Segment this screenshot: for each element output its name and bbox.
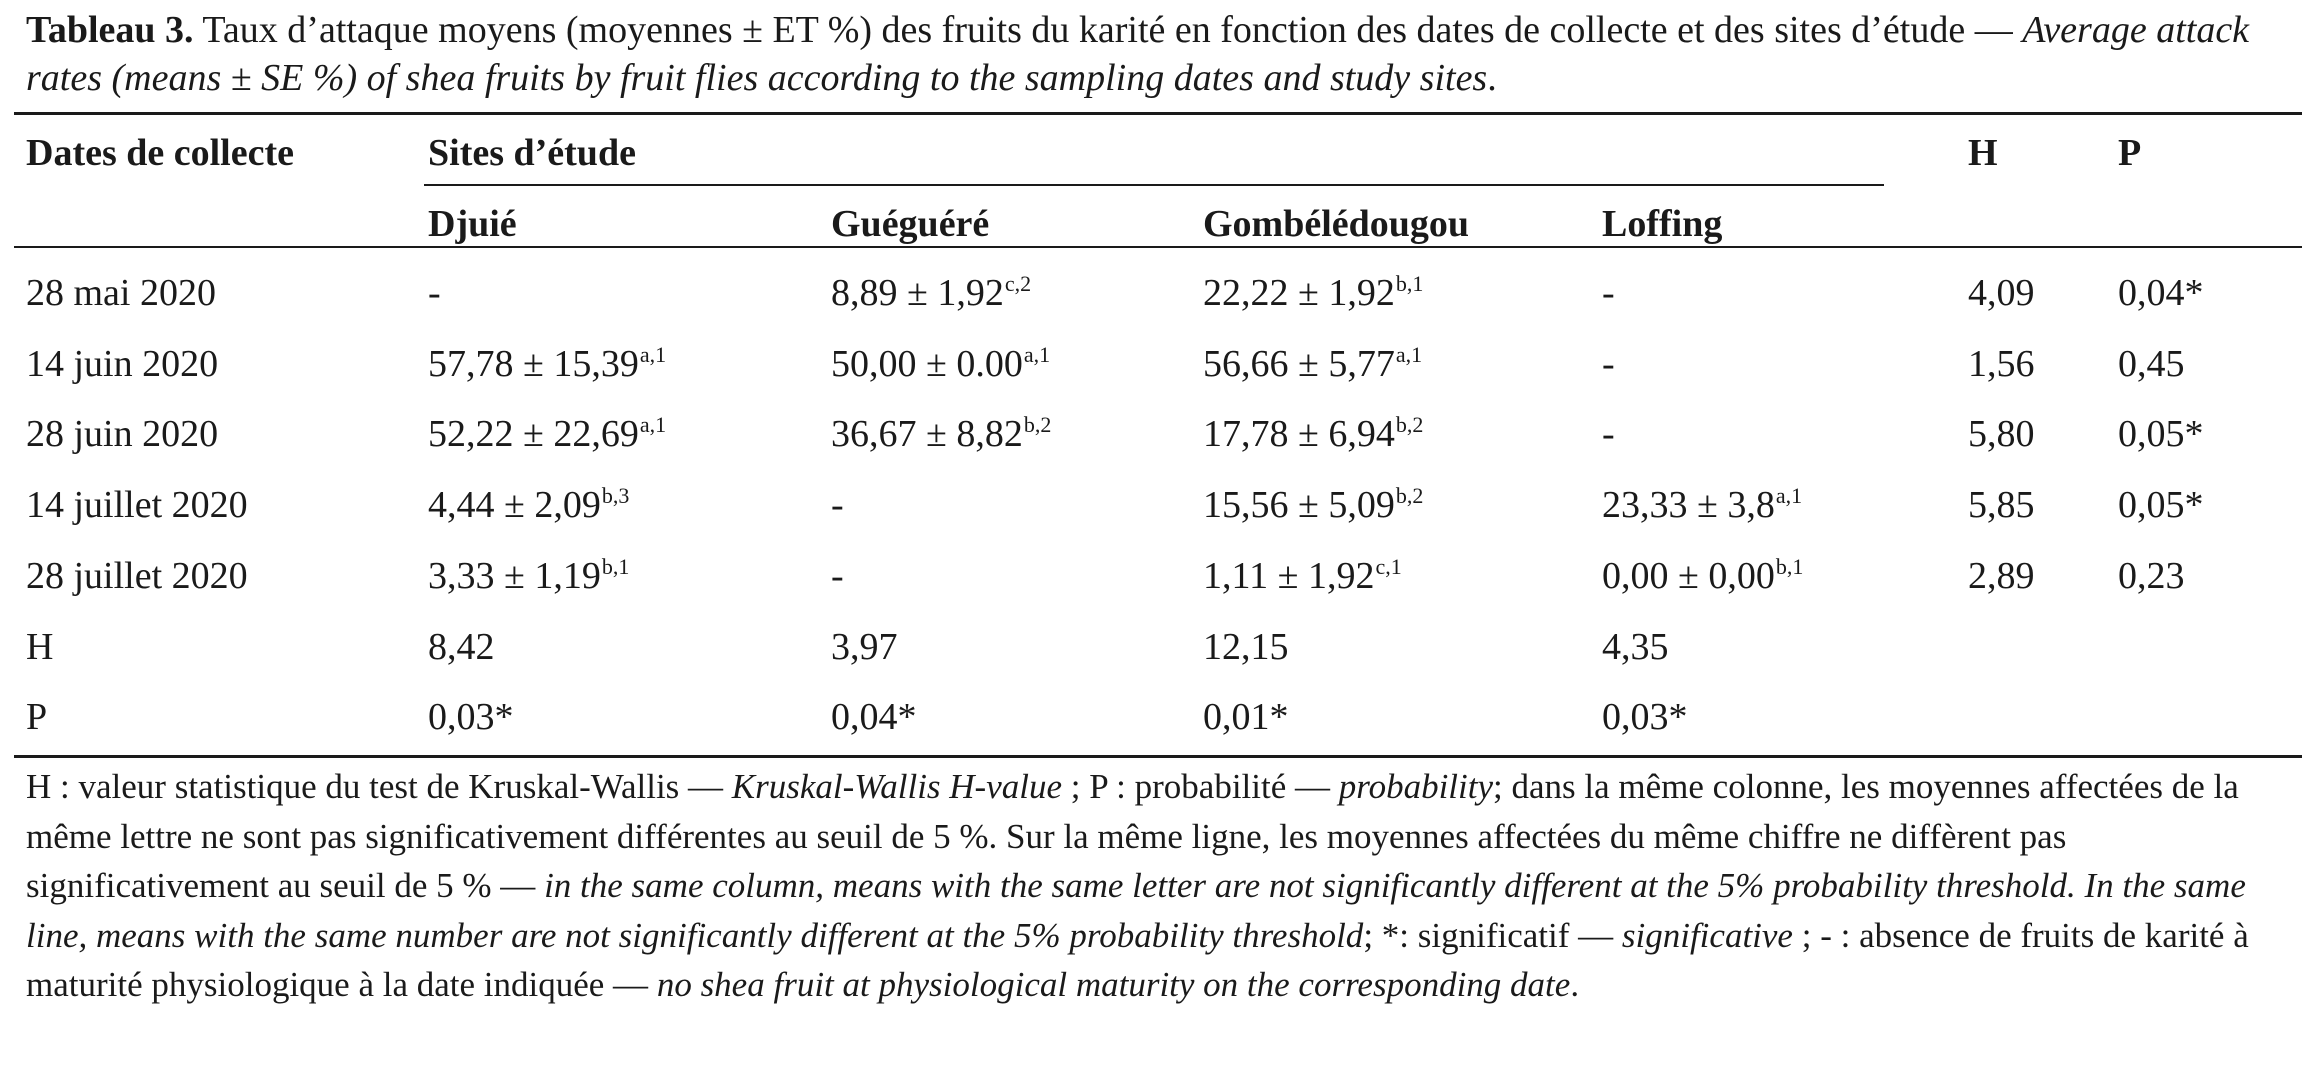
attack-rate-cell <box>831 270 1031 321</box>
significance-superscript: a,1 <box>639 341 667 367</box>
attack-rate-cell <box>1203 270 1423 321</box>
attack-rate-cell <box>428 411 666 462</box>
attack-rate-value: - <box>1602 272 1615 314</box>
attack-rate-cell <box>1602 270 1615 316</box>
caption-end: . <box>1487 57 1497 99</box>
significance-superscript: b,2 <box>1395 483 1424 509</box>
significance-superscript: b,3 <box>601 483 630 509</box>
summary-value: 3,97 <box>831 625 898 668</box>
summary-value: 0,04* <box>831 696 917 739</box>
header-p: P <box>2118 132 2142 174</box>
header-dates: Dates de collecte <box>26 132 294 174</box>
footnote-segment: in the same column, means with the same letter are not significantly different at the 5% probability threshold. In the same line, means with the same number are not significantly different at the 5% probability threshold <box>26 866 2246 955</box>
attack-rate-cell <box>831 482 844 528</box>
attack-rate-value: 22,22 ± 1,92 <box>1203 272 1395 314</box>
attack-rate-cell <box>1203 553 1402 604</box>
summary-value: 0,03* <box>1602 696 1688 739</box>
header-site-loffing: Loffing <box>1602 203 1723 245</box>
row-p-value: 0,04* <box>2118 272 2204 314</box>
significance-superscript: c,1 <box>1375 553 1402 579</box>
row-p-value: 0,45 <box>2118 342 2185 385</box>
summary-value: 4,35 <box>1602 625 1669 668</box>
attack-rate-cell <box>428 270 441 316</box>
caption-english: Average attack rates (means ± SE %) of shea fruits by fruit flies according to the sampling dates and study sites <box>26 9 2250 99</box>
significance-superscript: b,1 <box>601 553 630 579</box>
attack-rate-value: - <box>1602 342 1615 385</box>
attack-rate-value: 17,78 ± 6,94 <box>1203 413 1395 456</box>
footnote-segment: ; P : probabilité — <box>1062 767 1339 806</box>
row-h-value: 1,56 <box>1968 342 2035 385</box>
attack-rate-cell <box>1203 411 1423 462</box>
row-p-value: 0,23 <box>2118 554 2185 597</box>
footnote-segment: ; dans la même colonne, les moyennes affectées de la même lettre ne sont pas significativement différentes au seuil de 5 %. Sur la même ligne, les moyennes affectées du même chiffre ne diffèrent pas significativement au seuil de 5 % — <box>26 767 2239 905</box>
attack-rate-cell <box>1602 482 1802 533</box>
significance-superscript: b,2 <box>1395 412 1424 438</box>
significance-superscript: b,2 <box>1023 412 1052 438</box>
attack-rate-value: 23,33 ± 3,8 <box>1602 484 1775 527</box>
attack-rate-cell <box>428 341 666 392</box>
row-date: 28 mai 2020 <box>26 272 216 314</box>
row-h-value: 5,85 <box>1968 484 2035 527</box>
significance-superscript: a,1 <box>639 412 667 438</box>
attack-rate-cell <box>1602 411 1615 457</box>
summary-value: 0,03* <box>428 696 514 739</box>
summary-label: P <box>26 696 48 739</box>
attack-rate-cell <box>831 341 1050 392</box>
row-h-value: 2,89 <box>1968 554 2035 597</box>
attack-rate-value: - <box>831 554 844 597</box>
significance-superscript: b,1 <box>1775 553 1804 579</box>
attack-rate-value: - <box>831 484 844 527</box>
summary-value: 12,15 <box>1203 625 1289 668</box>
footnote-segment: Kruskal-Wallis H-value <box>731 767 1063 806</box>
row-p-value: 0,05* <box>2118 413 2204 456</box>
attack-rate-value: 57,78 ± 15,39 <box>428 342 639 385</box>
row-date: 14 juillet 2020 <box>26 484 248 527</box>
attack-rate-cell <box>428 482 629 533</box>
attack-rate-value: 50,00 ± 0.00 <box>831 342 1023 385</box>
row-h-value: 4,09 <box>1968 272 2035 314</box>
attack-rate-value: 15,56 ± 5,09 <box>1203 484 1395 527</box>
attack-rate-cell <box>1203 341 1422 392</box>
attack-rate-value: 3,33 ± 1,19 <box>428 554 601 597</box>
attack-rate-cell <box>1203 482 1423 533</box>
attack-rate-cell <box>831 411 1051 462</box>
table-caption <box>26 6 2296 102</box>
attack-rate-value: 1,11 ± 1,92 <box>1203 554 1375 597</box>
attack-rate-value: 4,44 ± 2,09 <box>428 484 601 527</box>
attack-rate-value: - <box>1602 413 1615 456</box>
attack-rate-value: 36,67 ± 8,82 <box>831 413 1023 456</box>
significance-superscript: a,1 <box>1023 341 1051 367</box>
sites-header-underline <box>424 184 1884 186</box>
footnote-segment: significative <box>1621 915 1793 955</box>
row-p-value: 0,05* <box>2118 484 2204 527</box>
footnote-segment: probability <box>1338 767 1494 806</box>
header-site-gueguere: Guéguéré <box>831 203 990 245</box>
table-header-rule <box>14 246 2302 248</box>
footnote-segment: . <box>1570 965 1580 1004</box>
row-date: 28 juillet 2020 <box>26 554 248 597</box>
footnote-segment: ; - : absence de fruits de karité à maturité physiologique à la date indiquée — <box>26 915 2249 1004</box>
row-date: 28 juin 2020 <box>26 413 219 456</box>
table-bottom-rule <box>14 755 2302 758</box>
significance-superscript: c,2 <box>1004 271 1032 296</box>
significance-superscript: a,1 <box>1395 341 1423 367</box>
attack-rate-value: 52,22 ± 22,69 <box>428 413 639 456</box>
attack-rate-value: 0,00 ± 0,00 <box>1602 554 1775 597</box>
row-h-value: 5,80 <box>1968 413 2035 456</box>
summary-value: 8,42 <box>428 625 495 668</box>
header-h: H <box>1968 132 1998 174</box>
significance-superscript: a,1 <box>1775 483 1803 509</box>
attack-rate-cell <box>1602 553 1803 604</box>
summary-value: 0,01* <box>1203 696 1289 739</box>
caption-label: Tableau 3. <box>26 9 194 51</box>
attack-rate-value: 8,89 ± 1,92 <box>831 272 1004 314</box>
caption-french: Taux d’attaque moyens (moyennes ± ET %) des fruits du karité en fonction des dates de collecte et des sites d’étude — <box>193 9 2023 51</box>
attack-rate-value: - <box>428 272 441 314</box>
footnote-segment: H : valeur statistique du test de Kruskal-Wallis — <box>26 767 732 806</box>
footnote-segment: no shea fruit at physiological maturity on the corresponding date <box>656 965 1571 1004</box>
attack-rate-value: 56,66 ± 5,77 <box>1203 342 1395 385</box>
footnote-segment: ; *: significatif — <box>1363 915 1622 955</box>
header-site-gombeledougou: Gombélédougou <box>1203 203 1470 245</box>
summary-label: H <box>26 625 54 668</box>
row-date: 14 juin 2020 <box>26 342 219 385</box>
table-top-rule <box>14 112 2302 115</box>
significance-superscript: b,1 <box>1395 271 1424 296</box>
attack-rate-cell <box>1602 341 1615 387</box>
attack-rate-cell <box>831 553 844 599</box>
header-sites: Sites d’étude <box>428 132 636 174</box>
attack-rate-cell <box>428 553 629 604</box>
header-site-djuie: Djuié <box>428 203 517 245</box>
table-footnote <box>26 762 2296 1010</box>
